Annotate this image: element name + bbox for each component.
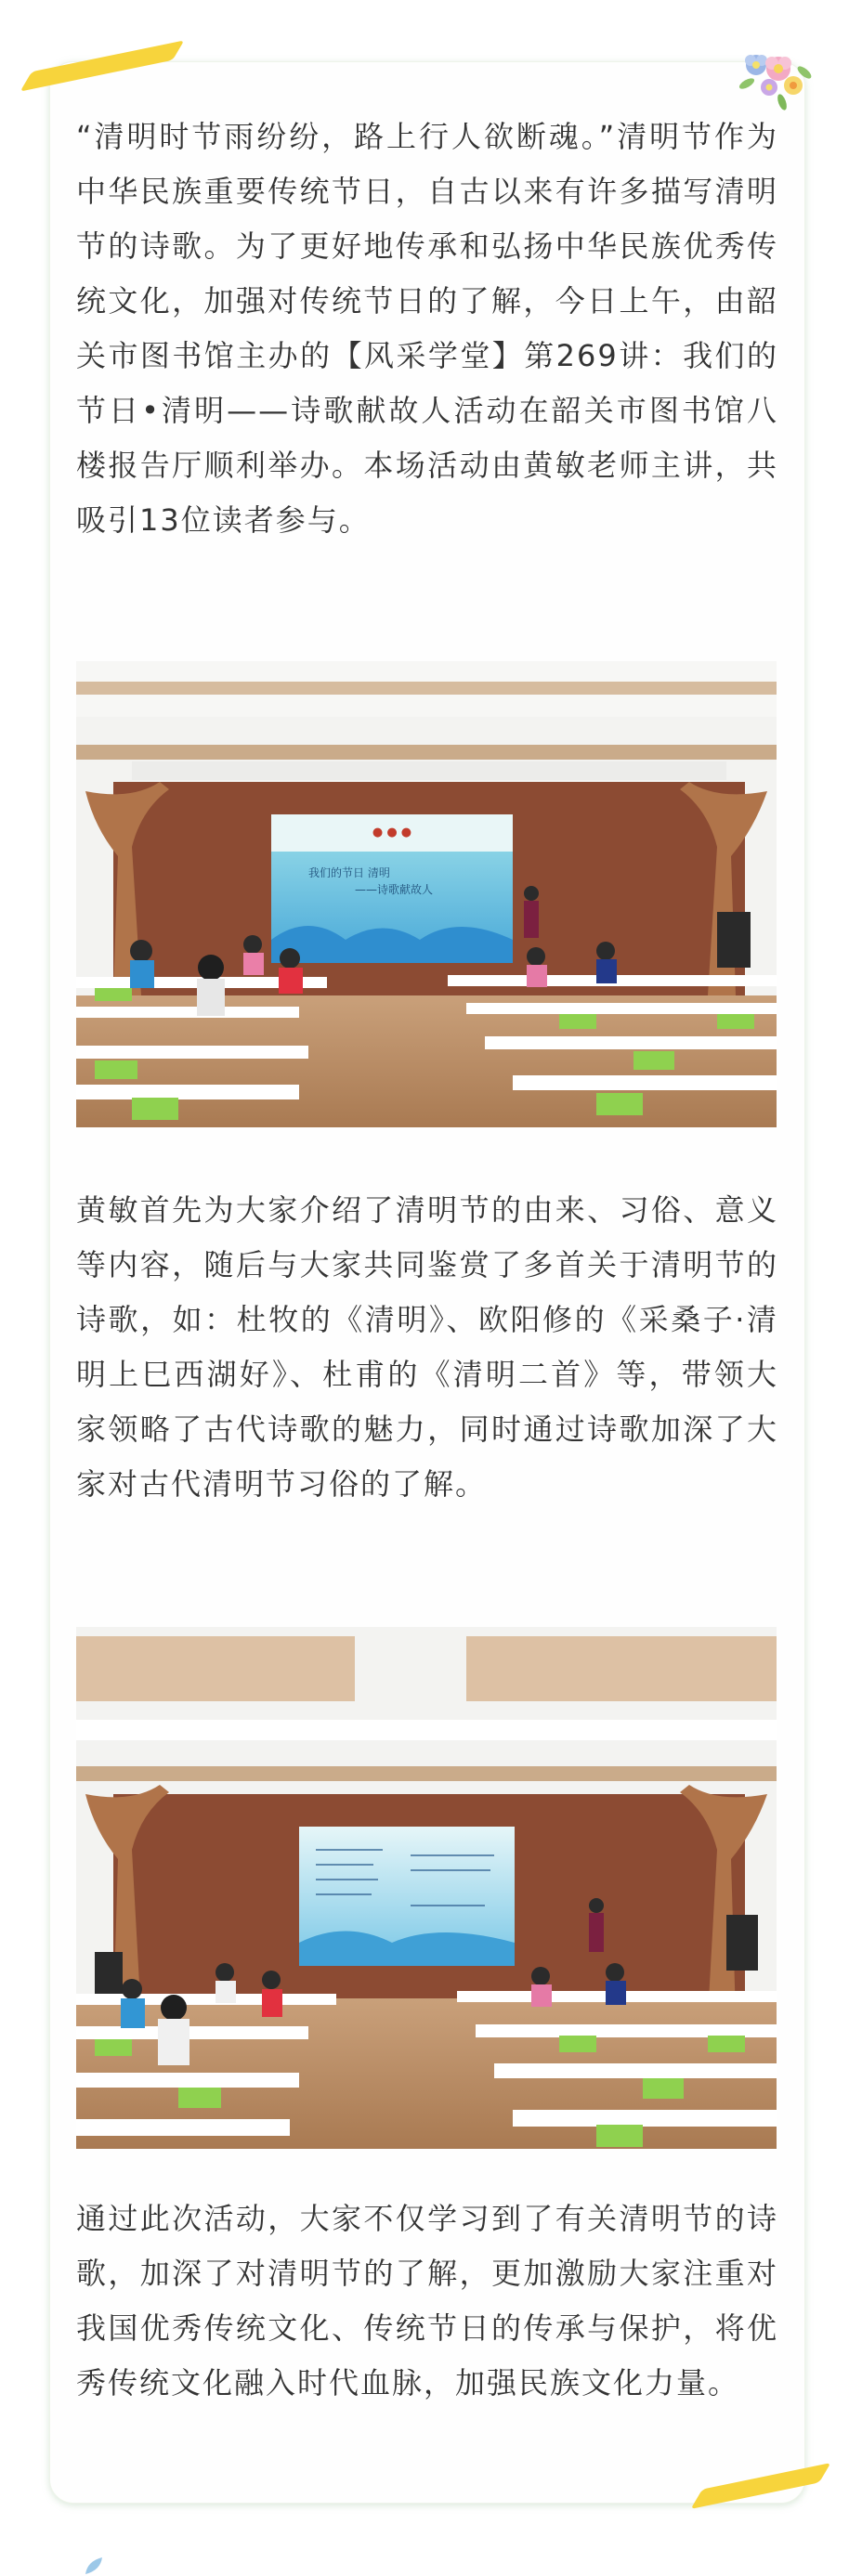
event-photo-2 [76, 1627, 777, 2149]
content-paragraph: 黄敏首先为大家介绍了清明节的由来、习俗、意义等内容，随后与大家共同鉴赏了多首关于清明节的诗歌，如：杜牧的《清明》、欧阳修的《采桑子·清明上巳西湖好》、杜甫的《清明二首》等，带领大家领略了古代诗歌的魅力，同时通过诗歌加深了大家对古代清明节习俗的了解。 [76, 1192, 778, 1502]
intro-paragraph: “清明时节雨纷纷，路上行人欲断魂。”清明节作为中华民族重要传统节日，自古以来有许多描写清明节的诗歌。为了更好地传承和弘扬中华民族优秀传统文化，加强对传统节日的了解，今日上午，由韶关市图书馆主办的【风采学堂】第269讲：我们的节日•清明——诗歌献故人活动在韶关市图书馆八楼报告厅顺利举办。本场活动由黄敏老师主讲，共吸引13位读者参与。 [76, 119, 778, 538]
screen-title-line-2: ——诗歌献故人 [355, 883, 434, 896]
closing-paragraph: 通过此次活动，大家不仅学习到了有关清明节的诗歌，加深了对清明节的了解，更加激励大家注重对我国优秀传统文化、传统节日的传承与保护，将优秀传统文化融入时代血脉，加强民族文化力量。 [76, 2201, 778, 2400]
flower-cluster-icon [728, 45, 817, 119]
leaf-icon [82, 2556, 106, 2576]
event-photo-1 [76, 661, 777, 1127]
screen-title-line-1: 我们的节日 清明 [308, 866, 390, 879]
screen-header-text: ● ● ● [372, 826, 412, 839]
